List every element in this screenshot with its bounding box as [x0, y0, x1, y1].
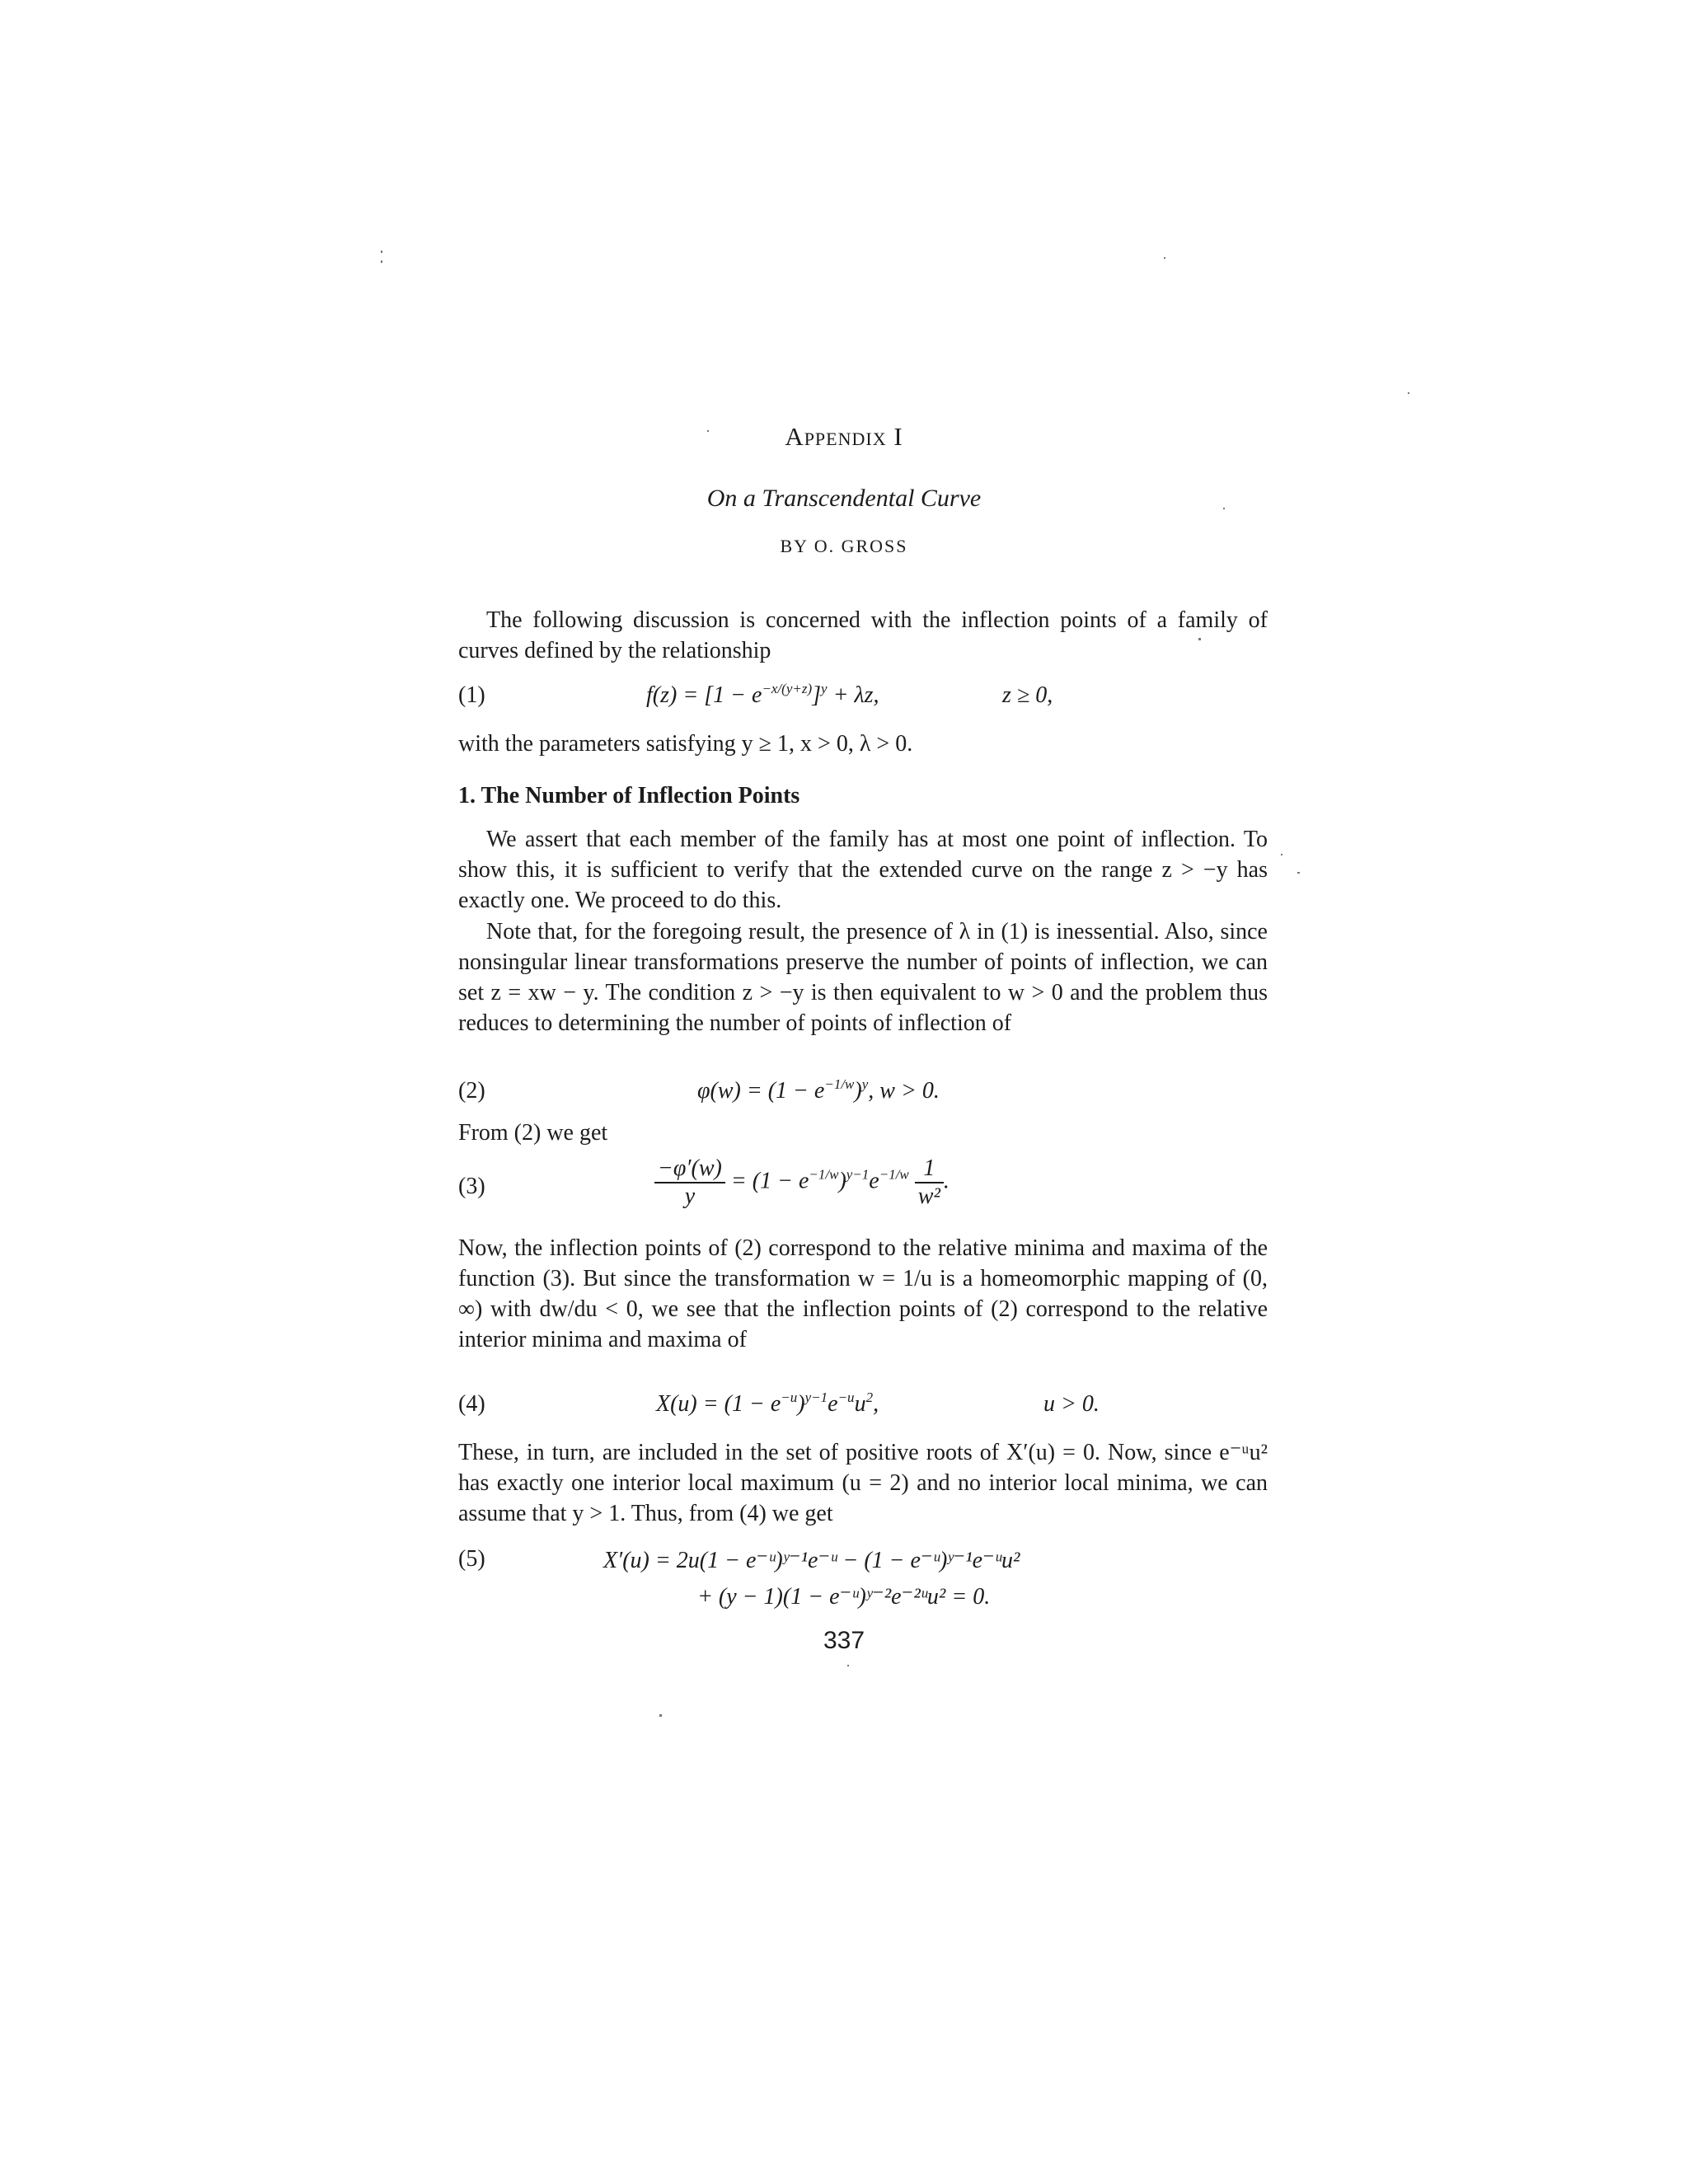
scan-speck	[1408, 392, 1409, 394]
equation-body: X′(u) = 2u(1 − e⁻ᵘ)ʸ⁻¹e⁻ᵘ − (1 − e⁻ᵘ)ʸ⁻¹e⁻ᵘu²	[603, 1548, 1020, 1573]
fraction: $\frac{-\varphi'(w)}{y}$	[654, 1155, 725, 1210]
equation-4	[458, 1391, 1268, 1427]
fraction: $\frac{1}{\text{w²}}$	[915, 1155, 944, 1210]
equation-number: (5)	[458, 1546, 485, 1572]
equation-number: (2)	[458, 1078, 485, 1104]
equation-body: $X(u) = (1 - e^{-u})^{y-1}e^{-u}u^2$,	[656, 1390, 879, 1417]
section-paragraph-1: We assert that each member of the family has at most one point of inflection. To show this, it is sufficient to verify that the extended curve on the range z > −y has exactly one. We proceed to do this.	[458, 827, 1268, 913]
scan-speck	[847, 1665, 849, 1666]
scan-speck	[1164, 257, 1165, 259]
appendix-heading: Appendix I	[785, 422, 903, 451]
equation-condition: z ≥ 0,	[1002, 682, 1053, 708]
equation-number: (3)	[458, 1174, 485, 1199]
equation-body: + (y − 1)(1 − e⁻ᵘ)ʸ⁻²e⁻²ᵘu² = 0.	[697, 1584, 991, 1610]
scan-speck	[1297, 872, 1300, 874]
section-title: 1. The Number of Inflection Points	[458, 783, 800, 808]
equation-body: $f(z) = [1 - e^{-x/(y+z)}]^y + \lambda z$,	[646, 681, 879, 708]
intro-paragraph: The following discussion is concerned with the inflection points of a family of curves defined by the relationship	[458, 607, 1268, 663]
equation-number: (4)	[458, 1391, 485, 1417]
section-paragraph-5: These, in turn, are included in the set of positive roots of X′(u) = 0. Now, since e⁻ᵘu² has exactly one interior local maximum (u = 2) and no interior local minima, we can assume that y > 1. Thus, from (4) we get	[458, 1440, 1268, 1526]
equation-3	[458, 1155, 1268, 1226]
appendix-subtitle: On a Transcendental Curve	[706, 485, 982, 512]
author-byline: BY O. GROSS	[780, 536, 908, 556]
section-paragraph-2: Note that, for the foregoing result, the presence of λ in (1) is inessential. Also, since nonsingular linear transformations preserve the number of points of inflection, we can set z = xw − y. The condition z > −y is then equivalent to w > 0 and the problem thus reduces to determining the number of points of inflection of	[458, 919, 1268, 1036]
section-paragraph-3: From (2) we get	[458, 1120, 608, 1146]
equation-body: $\varphi(w) = (1 - e^{-1/w})^y$, w > 0.	[697, 1076, 940, 1104]
parameter-sentence: with the parameters satisfying y ≥ 1, x > 0, λ > 0.	[458, 731, 913, 757]
scan-speck	[707, 430, 709, 432]
scan-speck	[1223, 508, 1225, 509]
scan-speck	[1198, 638, 1201, 640]
scan-speck	[381, 251, 382, 253]
equation-body: $\frac{-\varphi'(w)}{y}$ = $(1 - e^{-1/w})^{y-1}e^{-1/w}$ $\frac{1}{\text{w²}}$ .	[654, 1155, 950, 1210]
equation-1	[458, 682, 1268, 719]
page-number: 337	[823, 1627, 865, 1654]
equation-number: (1)	[458, 682, 485, 708]
equation-5-line-2	[458, 1582, 1268, 1619]
section-paragraph-4: Now, the inflection points of (2) correspond to the relative minima and maxima of the function (3). But since the transformation w = 1/u is a homeomorphic mapping of (0, ∞) with dw/du < 0, we see that the inflection points of (2) correspond to the relative interior minima and maxima of	[458, 1235, 1268, 1352]
scan-speck	[1281, 854, 1282, 855]
equation-5-line-1	[458, 1546, 1268, 1582]
scan-speck	[381, 260, 382, 263]
equation-2	[458, 1078, 1268, 1114]
equation-condition: u > 0.	[1043, 1391, 1100, 1417]
scan-speck	[659, 1714, 662, 1717]
